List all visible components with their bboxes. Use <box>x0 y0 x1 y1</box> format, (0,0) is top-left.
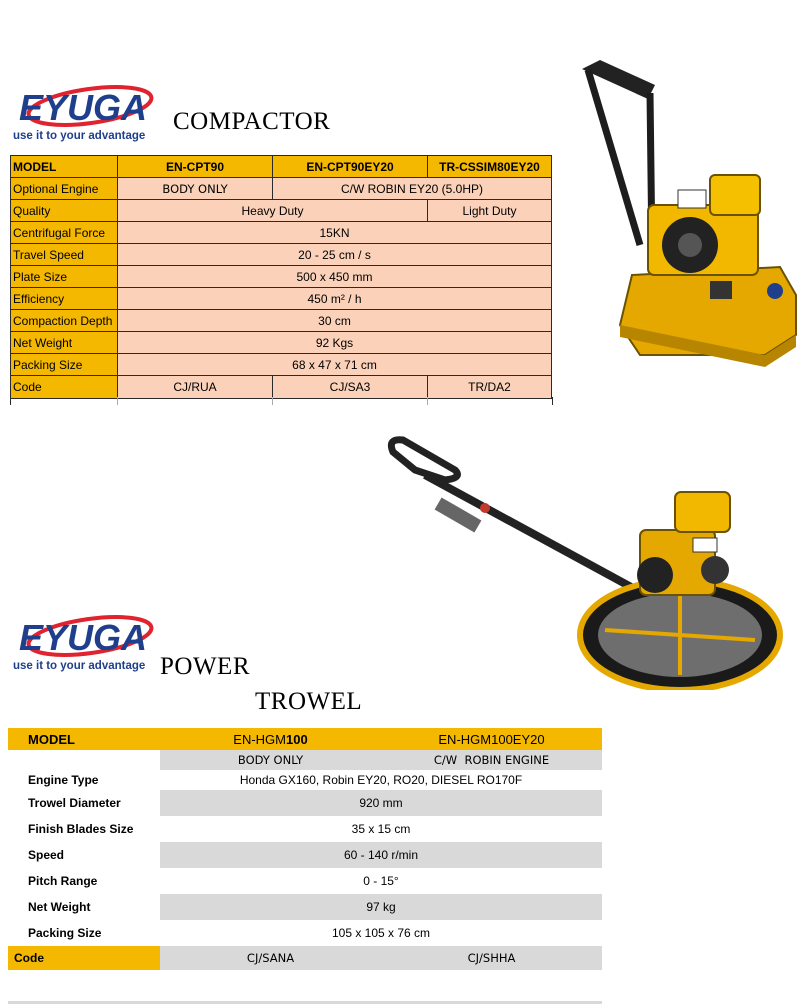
row-label: Travel Speed <box>11 244 118 266</box>
row-value: 20 - 25 cm / s <box>118 244 552 266</box>
trowel-title-line1: POWER <box>160 653 250 680</box>
code-row <box>8 946 602 970</box>
compactor-spec-table <box>10 155 552 399</box>
row-label: Code <box>11 376 118 399</box>
model-label: MODEL <box>11 156 118 178</box>
table-row <box>8 790 602 816</box>
table-row <box>11 376 552 399</box>
svg-text:EYUGA: EYUGA <box>19 617 148 658</box>
table-row <box>11 266 552 288</box>
plate-compactor-photo <box>560 55 800 385</box>
row-label: Compaction Depth <box>11 310 118 332</box>
row-value: CJ/RUA <box>118 376 273 399</box>
option-body-only: BODY ONLY <box>160 750 381 770</box>
table-row <box>11 200 552 222</box>
cropped-table-edge <box>10 397 553 405</box>
row-value: 97 kg <box>160 894 602 920</box>
row-value: BODY ONLY <box>118 178 273 200</box>
row-value: 450 m² / h <box>118 288 552 310</box>
row-value: 0 - 15° <box>363 874 399 888</box>
svg-text:EYUGA: EYUGA <box>19 87 148 128</box>
table-row <box>11 288 552 310</box>
eyuga-logo-mark <box>13 610 163 660</box>
table-row <box>11 222 552 244</box>
model-label: MODEL <box>28 731 75 747</box>
row-value: CJ/SA3 <box>273 376 428 399</box>
row-value: Heavy Duty <box>118 200 428 222</box>
table-header-row <box>11 156 552 178</box>
trowel-title-line2: TROWEL <box>255 688 363 715</box>
row-label: Plate Size <box>11 266 118 288</box>
row-value: 35 x 15 cm <box>351 822 411 836</box>
options-row <box>8 750 602 770</box>
row-value: 15KN <box>118 222 552 244</box>
table-row <box>8 868 602 894</box>
table-row <box>8 920 602 946</box>
brand-logo <box>13 610 163 680</box>
row-label: Packing Size <box>28 926 102 940</box>
model-col-2: EN-CPT90EY20 <box>273 156 428 178</box>
row-label: Efficiency <box>11 288 118 310</box>
table-row <box>11 178 552 200</box>
row-label: Centrifugal Force <box>11 222 118 244</box>
model-col-3: TR-CSSIM80EY20 <box>428 156 552 178</box>
row-value: 500 x 450 mm <box>118 266 552 288</box>
row-label: Net Weight <box>11 332 118 354</box>
row-label: Optional Engine <box>11 178 118 200</box>
table-header-row <box>8 728 602 750</box>
table-row <box>8 770 602 790</box>
row-value: 68 x 47 x 71 cm <box>118 354 552 376</box>
model-col-2: EN-HGM100EY20 <box>438 731 545 747</box>
brand-logo <box>13 80 163 150</box>
table-row <box>8 894 602 920</box>
trowel-spec-table <box>8 728 602 970</box>
row-value: CJ/SANA <box>160 946 381 970</box>
row-value: 105 x 105 x 76 cm <box>331 926 431 940</box>
row-label: Engine Type <box>28 773 99 787</box>
row-value: Honda GX160, Robin EY20, RO20, DIESEL RO170F <box>239 773 523 787</box>
row-label: Finish Blades Size <box>28 822 134 836</box>
row-value: 30 cm <box>118 310 552 332</box>
row-value: C/W ROBIN EY20 (5.0HP) <box>273 178 552 200</box>
row-value: CJ/SHHA <box>381 946 602 970</box>
row-label: Pitch Range <box>28 874 98 888</box>
model-col-1: EN-CPT90 <box>118 156 273 178</box>
eyuga-logo-mark <box>13 80 163 130</box>
row-label: Code <box>8 946 160 970</box>
row-label: Packing Size <box>11 354 118 376</box>
row-value: 920 mm <box>160 790 602 816</box>
row-value: Light Duty <box>428 200 552 222</box>
row-value: 92 Kgs <box>118 332 552 354</box>
model-col-1: EN-HGM 100 <box>233 731 308 747</box>
table-row <box>8 816 602 842</box>
row-label: Quality <box>11 200 118 222</box>
power-trowel-photo <box>385 430 800 690</box>
row-value: 60 - 140 r/min <box>160 842 602 868</box>
compactor-title: COMPACTOR <box>173 108 331 135</box>
option-with-engine: C/W ROBIN ENGINE <box>381 750 602 770</box>
table-row <box>11 332 552 354</box>
table-row <box>11 310 552 332</box>
row-value: TR/DA2 <box>428 376 552 399</box>
brand-tagline: use it to your advantage <box>13 130 146 142</box>
row-label: Speed <box>28 848 65 862</box>
row-label: Net Weight <box>28 900 91 914</box>
row-label: Trowel Diameter <box>28 796 121 810</box>
table-row <box>11 244 552 266</box>
table-row <box>11 354 552 376</box>
brand-tagline: use it to your advantage <box>13 660 146 672</box>
table-row <box>8 842 602 868</box>
